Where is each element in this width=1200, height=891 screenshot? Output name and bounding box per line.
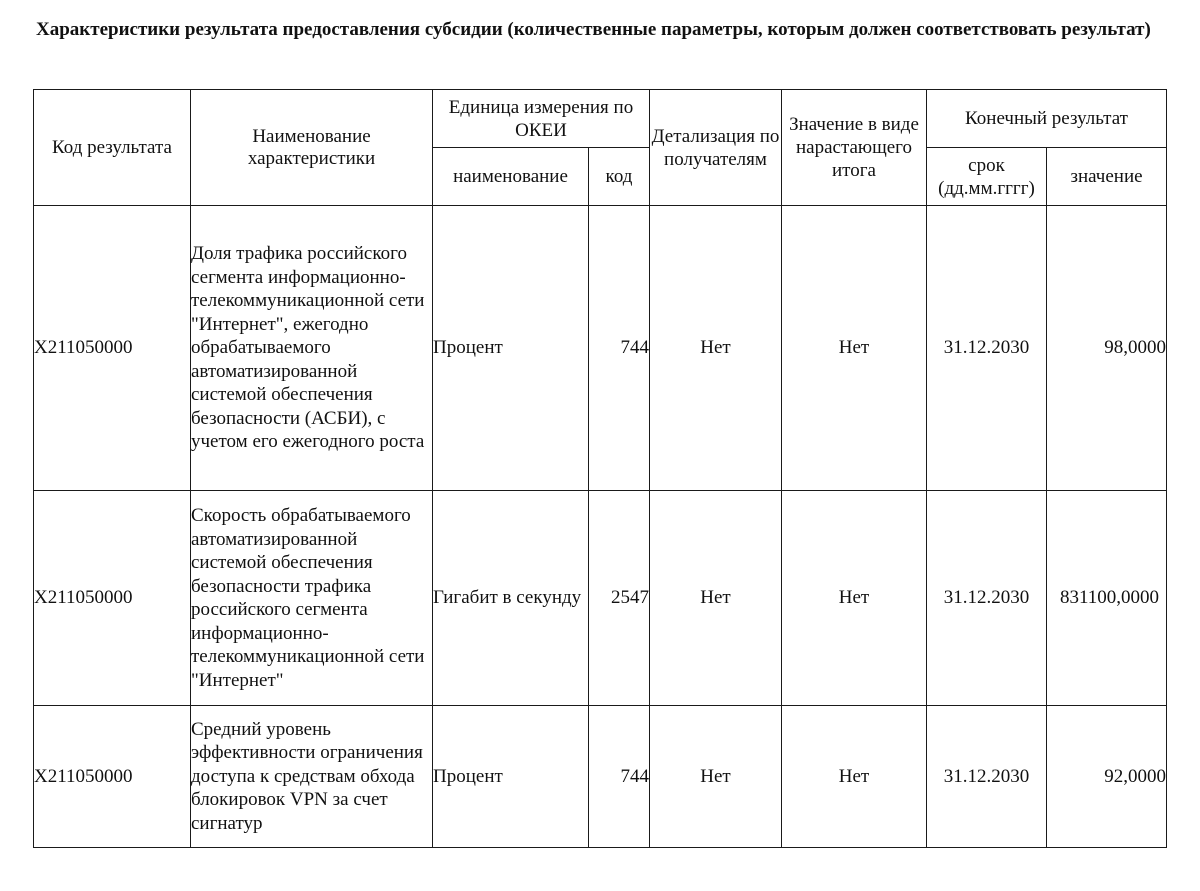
table-body <box>34 206 1167 848</box>
table-row <box>34 491 1167 706</box>
cell-date: 31.12.2030 <box>927 206 1047 491</box>
cell-code: X211050000 <box>34 706 191 848</box>
table-row <box>34 206 1167 491</box>
cell-cumulative: Нет <box>782 491 927 706</box>
cell-cumulative: Нет <box>782 206 927 491</box>
cell-date: 31.12.2030 <box>927 491 1047 706</box>
table-row <box>34 706 1167 848</box>
header-final-date: срок (дд.мм.гггг) <box>927 148 1047 206</box>
cell-value: 98,0000 <box>1047 206 1167 491</box>
cell-value: 92,0000 <box>1047 706 1167 848</box>
header-row-top <box>34 90 1167 148</box>
header-final-group: Конечный результат <box>927 90 1167 148</box>
cell-name: Скорость обрабатываемого автоматизированной системой обеспечения безопасности трафика российского сегмента информационно-телекоммуникационной сети "Интернет" <box>191 491 433 706</box>
header-name: Наименование характеристики <box>191 90 433 206</box>
cell-unit-name: Гигабит в секунду <box>433 491 589 706</box>
header-unit-group: Единица измерения по ОКЕИ <box>433 90 650 148</box>
cell-unit-name: Процент <box>433 706 589 848</box>
header-code: Код результата <box>34 90 191 206</box>
table-header <box>34 90 1167 206</box>
results-table <box>33 89 1167 848</box>
header-detail: Детализация по получателям <box>650 90 782 206</box>
cell-cumulative: Нет <box>782 706 927 848</box>
cell-detail: Нет <box>650 491 782 706</box>
cell-unit-code: 2547 <box>589 491 650 706</box>
cell-name: Средний уровень эффективности ограничения доступа к средствам обхода блокировок VPN за счет сигнатур <box>191 706 433 848</box>
document-title: Характеристики результата предоставления субсидии (количественные параметры, которым должен соответствовать результат) <box>36 19 1151 40</box>
cell-detail: Нет <box>650 206 782 491</box>
header-cumulative: Значение в виде нарастающего итога <box>782 90 927 206</box>
cell-detail: Нет <box>650 706 782 848</box>
cell-unit-code: 744 <box>589 206 650 491</box>
header-final-value: значение <box>1047 148 1167 206</box>
cell-name: Доля трафика российского сегмента информационно-телекоммуникационной сети "Интернет", ежегодно обрабатываемого автоматизированной системой обеспечения безопасности (АСБИ), с учетом его ежегодного роста <box>191 206 433 491</box>
cell-date: 31.12.2030 <box>927 706 1047 848</box>
cell-code: X211050000 <box>34 206 191 491</box>
header-unit-name: наименование <box>433 148 589 206</box>
cell-value: 831100,0000 <box>1047 491 1167 706</box>
cell-unit-name: Процент <box>433 206 589 491</box>
header-unit-code: код <box>589 148 650 206</box>
cell-code: X211050000 <box>34 491 191 706</box>
cell-unit-code: 744 <box>589 706 650 848</box>
